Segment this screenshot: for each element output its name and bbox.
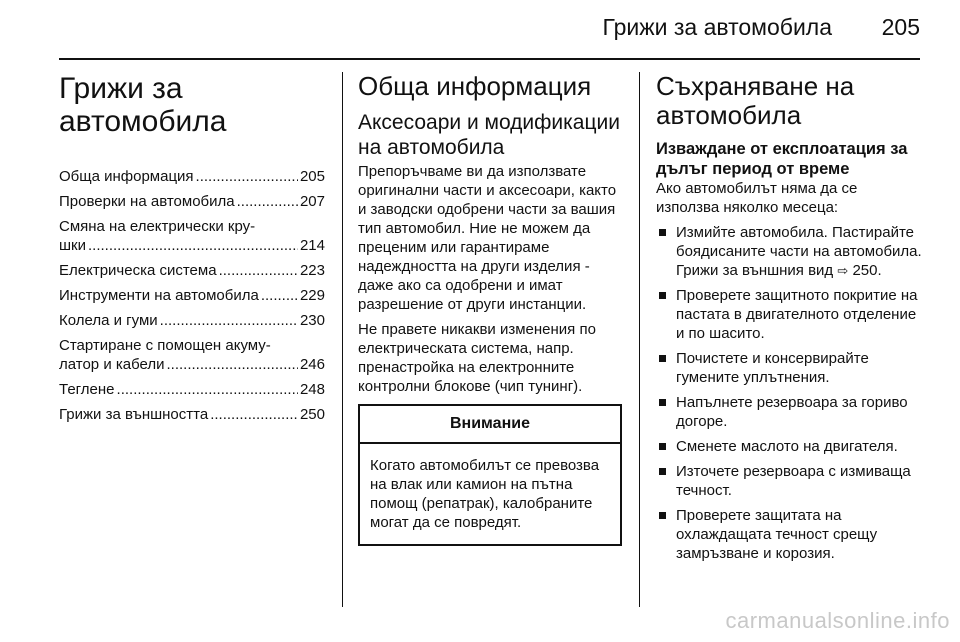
toc-item-electrical[interactable]: [59, 261, 325, 280]
list-item: [656, 349, 924, 387]
toc-item-wheels[interactable]: [59, 311, 325, 330]
section-title: Обща информация: [358, 71, 592, 101]
toc-item-page: 223: [299, 262, 325, 279]
toc-item-tools[interactable]: [59, 286, 325, 305]
list-item: [656, 506, 924, 563]
toc-item-label-line1: Смяна на електрически кру-: [59, 218, 256, 235]
list-item: [656, 393, 924, 431]
warning-heading: Внимание: [360, 406, 620, 444]
toc-leader: [167, 355, 298, 374]
toc-item-label: Инструменти на автомобила: [59, 287, 259, 304]
toc-column: [59, 72, 325, 430]
list-item: [656, 223, 924, 280]
section-title: Съхраняване на автомобила: [656, 71, 855, 130]
page-number: 205: [881, 14, 920, 40]
list-item: [656, 462, 924, 500]
toc-item-page: 230: [299, 312, 325, 329]
toc-item-exterior[interactable]: [59, 405, 325, 424]
list-item-text: Проверете защитното покритие на пастата в двигателното отделение и по шасито.: [676, 287, 918, 342]
toc-item-label: латор и кабели: [59, 356, 165, 373]
toc-leader: [219, 261, 298, 280]
toc-item-label: Проверки на автомобила: [59, 193, 235, 210]
bullet-square-icon: [659, 229, 666, 236]
toc-item-label: Обща информация: [59, 168, 194, 185]
toc-leader: [160, 311, 298, 330]
paragraph: Не правете никакви изменения по електрическата система, напр. пренастройка на електронните контролни блокове (чип тунинг).: [358, 321, 596, 395]
toc-leader: [88, 236, 298, 255]
toc-item-label: Електрическа система: [59, 262, 217, 279]
running-title: Грижи за автомобила: [602, 14, 832, 40]
toc-item-fuses[interactable]: [59, 217, 325, 255]
toc-item-label-line1: Стартиране с помощен акуму-: [59, 337, 271, 354]
intro-text: Ако автомобилът няма да се използва няколко месеца:: [656, 180, 858, 216]
bullet-square-icon: [659, 468, 666, 475]
watermark: carmanualsonline.info: [725, 608, 950, 633]
section-subtitle: Аксесоари и модификации на автомобила: [358, 111, 620, 159]
toc-leader: [261, 286, 298, 305]
toc-item-checks[interactable]: [59, 192, 325, 211]
list-item-text: Измийте автомобила. Пастирайте боядисаните части на автомобила. Грижи за външния вид: [676, 224, 922, 279]
arrow-right-icon: ⇨: [837, 263, 849, 278]
list-item-text: Почистете и консервирайте гумените уплътнения.: [676, 350, 869, 386]
header-divider: [59, 58, 920, 60]
list-item-text: Сменете маслото на двигателя.: [676, 438, 898, 455]
list-item-text: Напълнете резервоара за гориво догоре.: [676, 394, 908, 430]
storage-column: [656, 72, 924, 569]
list-item-text: Източете резервоара с измиваща течност.: [676, 463, 911, 499]
bullet-square-icon: [659, 292, 666, 299]
bullet-square-icon: [659, 355, 666, 362]
storage-steps: [656, 223, 924, 563]
toc-item-page: 248: [299, 381, 325, 398]
toc-leader: [210, 405, 298, 424]
toc-item-page: 205: [299, 168, 325, 185]
toc-item-page: 250: [299, 406, 325, 423]
toc-item-label: шки: [59, 237, 86, 254]
toc-item-label: Колела и гуми: [59, 312, 158, 329]
column-divider: [342, 72, 343, 607]
toc-item-label: Теглене: [59, 381, 115, 398]
toc-item-page: 214: [299, 237, 325, 254]
toc-item-label: Грижи за външността: [59, 406, 209, 423]
column-divider: [639, 72, 640, 607]
toc-leader: [237, 192, 298, 211]
section-subtitle: Изваждане от експлоатация за дълъг период от време: [656, 140, 908, 178]
warning-text: Когато автомобилът се превозва на влак или камион на пътна помощ (репатрак), калобраните могат да се повредят.: [370, 457, 600, 531]
list-item-text: Проверете защитата на охлаждащата течност срещу замръзване и корозия.: [676, 507, 878, 562]
page-header: [0, 14, 960, 50]
toc-item-general[interactable]: [59, 167, 325, 186]
toc-item-page: 229: [299, 287, 325, 304]
bullet-square-icon: [659, 443, 666, 450]
list-item: [656, 286, 924, 343]
list-item: [656, 437, 924, 456]
toc-item-page: 246: [299, 356, 325, 373]
page-reference[interactable]: 250.: [852, 262, 882, 279]
toc-item-towing[interactable]: [59, 380, 325, 399]
general-info-column: [358, 72, 622, 546]
toc-item-page: 207: [299, 193, 325, 210]
toc-item-jump-start[interactable]: [59, 336, 325, 374]
bullet-square-icon: [659, 512, 666, 519]
warning-box: [358, 404, 622, 546]
toc-leader: [196, 167, 298, 186]
paragraph: Препоръчваме ви да използвате оригинални части и аксесоари, както и заводски одобрени части за вашия тип автомобил. Ние не можем да преценим или гарантираме надеждността на други изделия - даже ако са одобрени и имат разрешение от други инстанции.: [358, 163, 617, 313]
chapter-title: Грижи за автомобила: [59, 72, 227, 138]
toc-list: [59, 167, 325, 424]
toc-leader: [117, 380, 298, 399]
bullet-square-icon: [659, 399, 666, 406]
